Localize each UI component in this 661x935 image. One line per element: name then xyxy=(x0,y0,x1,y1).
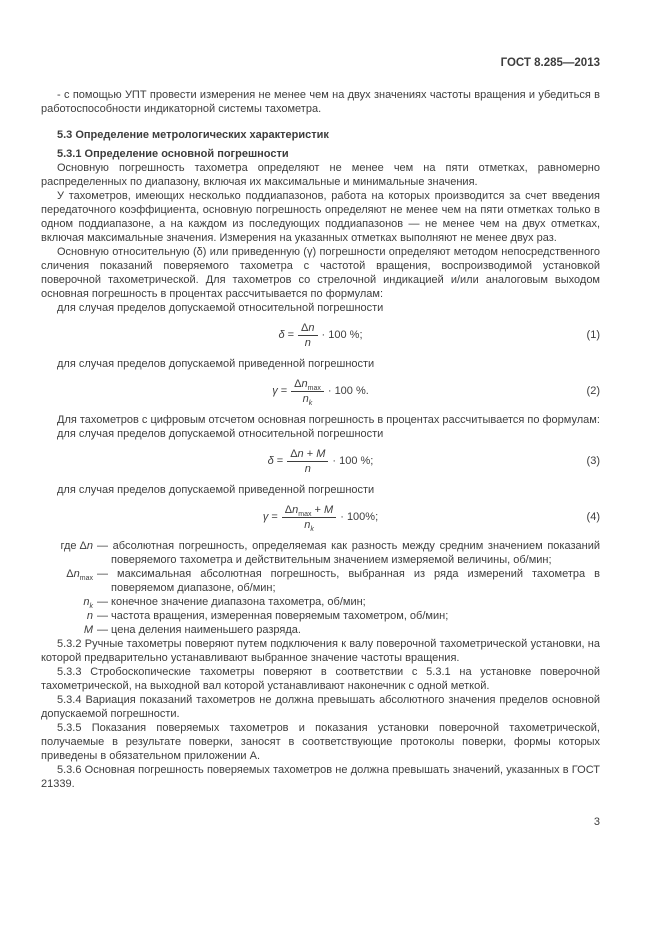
section-5-3-3: 5.3.3 Стробоскопические тахометры поверяют в соответствии с 5.3.1 на установке поверочной тахометрической, на выходной вал которой устанавливают наконечник с одной меткой. xyxy=(41,666,600,692)
fraction xyxy=(282,504,336,531)
fraction xyxy=(287,448,328,475)
definition-text: — конечное значение диапазона тахометра, об/мин; xyxy=(97,596,366,608)
case-reduced-line-1: для случая пределов допускаемой приведенной погрешности xyxy=(57,358,375,370)
paragraph-digital: Для тахометров с цифровым отсчетом основная погрешность в процентах рассчитывается по формулам: xyxy=(57,414,600,426)
equals-sign: = xyxy=(287,329,295,341)
case-relative-line-1: для случая пределов допускаемой относительной погрешности xyxy=(57,302,384,314)
formula-4 xyxy=(41,501,600,533)
definition-row xyxy=(41,567,600,595)
intro-bullet-paragraph: - с помощью УПТ провести измерения не менее чем на двух значениях частоты вращения и убедиться в работоспособности индикаторной системы тахометра. xyxy=(41,89,600,115)
where-definitions-list xyxy=(41,539,600,637)
case-relative-line-2: для случая пределов допускаемой относительной погрешности xyxy=(57,428,384,440)
doc-code-header: ГОСТ 8.285—2013 xyxy=(500,57,600,69)
equation-number: (3) xyxy=(586,455,600,467)
page-number: 3 xyxy=(593,816,600,828)
formula-3-body xyxy=(268,448,374,475)
case-reduced-line-2: для случая пределов допускаемой приведенной погрешности xyxy=(57,484,375,496)
equals-sign: = xyxy=(276,455,284,467)
formula-2 xyxy=(41,375,600,407)
equals-sign: = xyxy=(280,385,288,397)
formula-1-body xyxy=(278,322,362,349)
fraction-numerator: $\Delta n_{max} + M$ xyxy=(282,504,336,518)
paragraph-main-error: Основную погрешность тахометра определяют не менее чем на пяти отметках, равномерно распределенных по диапазону, включая их максимальные и минимальные значения. xyxy=(41,162,600,188)
fraction-numerator: Δn xyxy=(298,322,317,336)
formula-multiplier: · 100%; xyxy=(340,511,379,523)
equation-number: (2) xyxy=(586,385,600,397)
formula-2-body xyxy=(272,378,369,405)
section-5-3-5: 5.3.5 Показания поверяемых тахометров и показания установки поверочной тахометрической, получаемые в результате поверки, заносят в соответствующие протоколы поверки, формы которых приведены в обязательном приложении А. xyxy=(41,722,600,762)
definition-text: — абсолютная погрешность, определяемая как разность между средним значением показаний поверяемого тахометра и действительным значением измеряемой величины, об/мин; xyxy=(97,540,600,566)
paragraph-subranges: У тахометров, имеющих несколько поддиапазонов, работа на которых производится за счет введения передаточного коэффициента, основную погрешность определяют не менее чем на пяти отметках только в одном поддиапазоне, а на каждом из последующих поддиапазонов — не менее чем на двух отметках, включая максимальные значения. Измерения на указанных отметках выполняют не менее двух раз. xyxy=(41,190,600,244)
definition-text: — максимальная абсолютная погрешность, выбранная из ряда измерений тахометра в поверяемом диапазоне, об/мин; xyxy=(97,568,600,594)
formula-symbol: γ xyxy=(272,385,278,397)
definition-row xyxy=(41,595,600,609)
fraction xyxy=(291,378,324,405)
formula-symbol: δ xyxy=(278,329,285,341)
definition-term: n xyxy=(86,610,93,622)
formula-symbol: δ xyxy=(267,455,274,467)
equation-number: (1) xyxy=(586,329,600,341)
fraction-denominator: $n_k$ xyxy=(304,518,314,533)
definition-row xyxy=(41,609,600,623)
definition-term: $\Delta n_{max}$ xyxy=(66,568,93,583)
definition-text: — цена деления наименьшего разряда. xyxy=(97,624,301,636)
definition-row xyxy=(41,623,600,637)
section-5-3-6: 5.3.6 Основная погрешность поверяемых тахометров не должна превышать значений, указанных в ГОСТ 21339. xyxy=(41,764,600,790)
formula-multiplier: · 100 %. xyxy=(327,385,369,397)
fraction-denominator: n xyxy=(304,336,311,349)
fraction xyxy=(298,322,317,349)
section-5-3-2: 5.3.2 Ручные тахометры поверяют путем подключения к валу поверочной тахометрической установки, на которой предварительно устанавливают выбранное значение частоты вращения. xyxy=(41,638,600,664)
formula-4-body xyxy=(263,504,378,531)
equation-number: (4) xyxy=(586,511,600,523)
definition-text: — частота вращения, измеренная поверяемым тахометром, об/мин; xyxy=(97,610,449,622)
heading-5-3: 5.3 Определение метрологических характеристик xyxy=(57,129,329,141)
definition-row xyxy=(41,539,600,567)
fraction-denominator: $n_k$ xyxy=(302,392,313,407)
fraction-numerator: $\Delta n_{max}$ xyxy=(291,378,324,392)
formula-1 xyxy=(41,319,600,351)
definition-term: $n_k$ xyxy=(83,596,93,611)
definition-term: где Δn xyxy=(60,540,93,552)
equals-sign: = xyxy=(271,511,278,523)
formula-3 xyxy=(41,445,600,477)
definition-term: M xyxy=(83,624,93,636)
formula-multiplier: · 100 %; xyxy=(321,329,363,341)
fraction-denominator: n xyxy=(304,462,311,475)
formula-symbol: γ xyxy=(262,511,269,523)
formula-multiplier: · 100 %; xyxy=(332,455,374,467)
section-5-3-4: 5.3.4 Вариация показаний тахометров не должна превышать абсолютного значения пределов основной допускаемой погрешности. xyxy=(41,694,600,720)
fraction-numerator: Δn + M xyxy=(287,448,328,462)
heading-5-3-1: 5.3.1 Определение основной погрешности xyxy=(57,148,289,160)
paragraph-direct-comparison: Основную относительную (δ) или приведенную (γ) погрешности определяют методом непосредственного сличения показаний поверяемого тахометра с частотой вращения, воспроизводимой установкой поверочной тахометрической. Для тахометров со стрелочной индикацией и/или аналоговым выходом основная погрешность в процентах рассчитывается по формулам: xyxy=(41,246,600,300)
